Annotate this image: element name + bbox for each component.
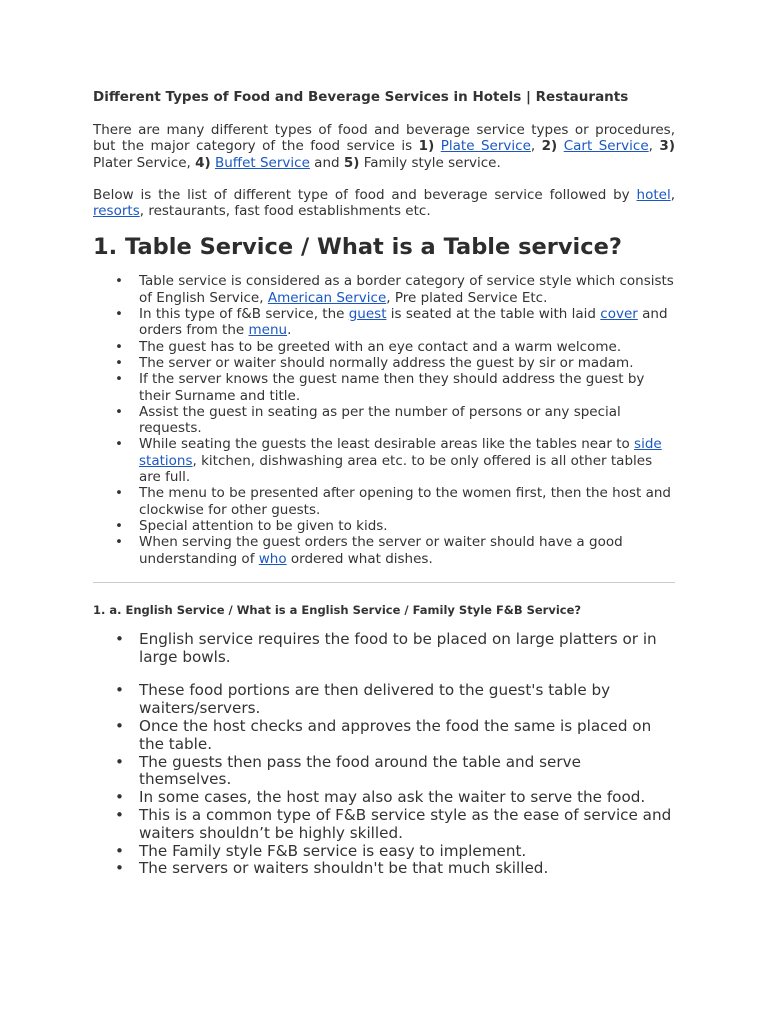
intro-number: 1) <box>418 138 435 155</box>
intro-number: 4) <box>195 154 211 171</box>
intro-text: and <box>309 154 344 171</box>
bullet-icon: • <box>115 306 123 323</box>
list-item <box>93 631 675 667</box>
list-item <box>93 843 675 861</box>
bullet-icon: • <box>115 354 123 371</box>
item-text: , Pre plated Service Etc. <box>386 289 548 306</box>
english-service-list <box>93 631 675 878</box>
list-intro-text: , restaurants, fast food establishments etc. <box>139 203 431 220</box>
item-text: ordered what dishes. <box>286 550 433 567</box>
item-text: The Family style F&B service is easy to implement. <box>139 841 527 860</box>
list-item <box>93 404 675 437</box>
item-text: These food portions are then delivered to the guest's table by waiters/servers. <box>139 681 611 718</box>
table-service-heading: 1. Table Service / What is a Table service? <box>93 234 622 261</box>
list-item <box>93 860 675 878</box>
bullet-icon: • <box>115 338 123 355</box>
cover-link[interactable]: cover <box>600 306 638 323</box>
hotel-link[interactable]: hotel <box>636 186 671 203</box>
american-service-link[interactable]: American Service <box>267 289 387 306</box>
side-stations-link[interactable]: side stations <box>139 436 662 469</box>
intro-text: There are many different types of food and beverage service types or procedures, but the major category of the food service is <box>93 122 675 155</box>
intro-number: 3) <box>659 138 675 155</box>
item-text: English service requires the food to be placed on large platters or in large bowls. <box>139 629 657 666</box>
list-item <box>93 807 675 843</box>
item-text: The guests then pass the food around the table and serve themselves. <box>139 752 581 789</box>
item-text: Assist the guest in seating as per the number of persons or any special requests. <box>139 403 621 437</box>
document-title: Different Types of Food and Beverage Services in Hotels | Restaurants <box>93 89 629 105</box>
item-text: Once the host checks and approves the food the same is placed on the table. <box>139 717 652 753</box>
article-content <box>93 88 675 878</box>
intro-text: , <box>530 138 542 155</box>
list-intro-text: , <box>670 186 675 203</box>
menu-link[interactable]: menu <box>248 322 288 339</box>
item-text: The servers or waiters shouldn't be that much skilled. <box>139 859 549 878</box>
item-text: Special attention to be given to kids. <box>139 517 388 534</box>
list-item <box>93 273 675 306</box>
resorts-link[interactable]: resorts <box>93 203 140 220</box>
bullet-icon: • <box>115 371 123 388</box>
bullet-icon: • <box>115 788 124 807</box>
table-service-list <box>93 273 675 566</box>
list-item <box>93 754 675 790</box>
item-text: . <box>287 322 292 339</box>
list-item <box>93 306 675 339</box>
list-item <box>93 355 675 371</box>
buffet-service-link[interactable]: Buffet Service <box>214 154 310 171</box>
list-item <box>93 485 675 518</box>
bullet-icon: • <box>115 806 124 824</box>
item-text: and orders from the <box>139 306 668 339</box>
item-text: The guest has to be greeted with an eye contact and a warm welcome. <box>139 338 622 355</box>
item-text: The menu to be presented after opening to the women first, then the host and clockwise for other guests. <box>139 485 671 518</box>
item-text: This is a common type of F&B service style as the ease of service and waiters shouldn’t be highly skilled. <box>139 806 672 842</box>
item-text: , kitchen, dishwashing area etc. to be only offered is all other tables are full. <box>139 452 653 486</box>
intro-paragraph <box>93 122 675 171</box>
bullet-icon: • <box>115 436 123 453</box>
list-item <box>93 718 675 754</box>
bullet-icon: • <box>115 752 124 771</box>
guest-link[interactable]: guest <box>348 306 387 323</box>
section-divider <box>93 582 675 583</box>
list-intro-paragraph <box>93 187 675 220</box>
bullet-icon: • <box>115 717 124 736</box>
item-text: Table service is considered as a border category of service style which consists of English Service, <box>139 273 674 306</box>
bullet-icon: • <box>115 841 124 860</box>
list-item <box>93 682 675 718</box>
list-item <box>93 371 675 404</box>
who-link[interactable]: who <box>258 550 287 567</box>
intro-text: , <box>648 138 660 155</box>
item-text: The server or waiter should normally address the guest by sir or madam. <box>139 354 634 371</box>
intro-text: Plater Service, <box>93 154 196 171</box>
list-item <box>93 789 675 807</box>
bullet-icon: • <box>115 629 124 648</box>
list-intro-text: Below is the list of different type of food and beverage service followed by <box>93 186 637 203</box>
item-text: In this type of f&B service, the <box>139 306 349 323</box>
cart-service-link[interactable]: Cart Service <box>563 138 649 155</box>
intro-text: Family style service. <box>359 154 501 171</box>
intro-number: 5) <box>343 154 360 171</box>
bullet-icon: • <box>115 859 124 878</box>
list-item <box>93 534 675 567</box>
bullet-icon: • <box>115 534 123 551</box>
plate-service-link[interactable]: Plate Service <box>440 138 531 155</box>
item-text: In some cases, the host may also ask the waiter to serve the food. <box>139 788 646 807</box>
list-item <box>93 436 675 485</box>
item-text: When serving the guest orders the server or waiter should have a good understanding of <box>139 534 623 567</box>
list-item <box>93 339 675 355</box>
bullet-icon: • <box>115 517 123 534</box>
item-text: is seated at the table with laid <box>386 306 601 323</box>
list-item <box>93 518 675 534</box>
bullet-icon: • <box>115 485 123 502</box>
bullet-icon: • <box>115 273 123 290</box>
item-text: If the server knows the guest name then they should address the guest by their Surname and title. <box>139 371 645 404</box>
english-service-heading: 1. a. English Service / What is a English Service / Family Style F&B Service? <box>93 602 582 617</box>
intro-number: 2) <box>541 138 558 155</box>
bullet-icon: • <box>115 681 124 700</box>
bullet-icon: • <box>115 403 123 420</box>
item-text: While seating the guests the least desirable areas like the tables near to <box>139 436 635 453</box>
